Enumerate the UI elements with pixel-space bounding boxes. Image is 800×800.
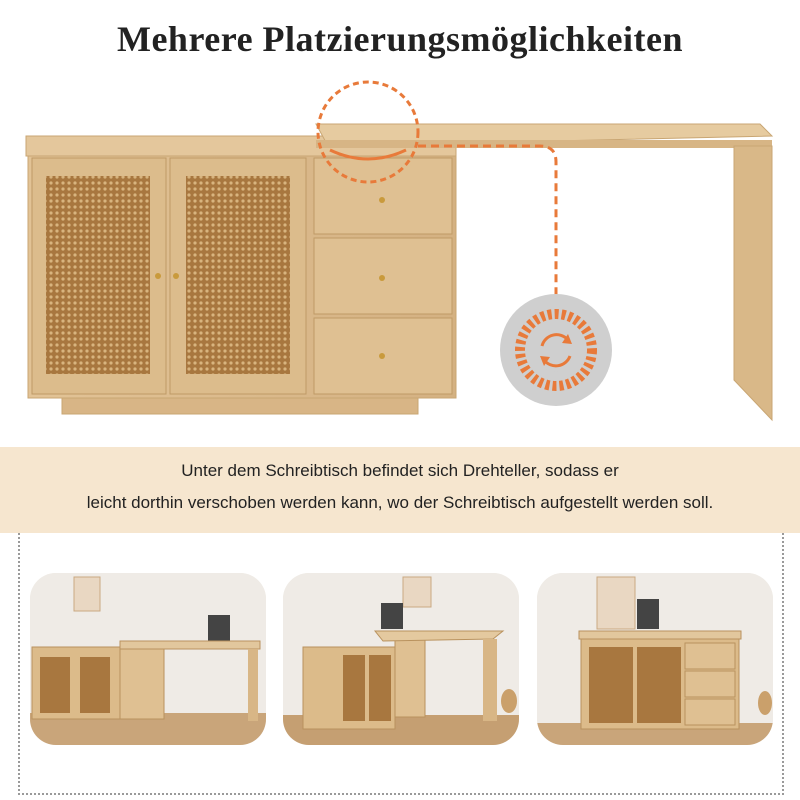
page-title: Mehrere Platzierungsmöglichkeiten [116, 19, 684, 59]
hero-product-image [0, 70, 800, 430]
scene-l-shape [283, 573, 519, 745]
description-band [0, 447, 800, 533]
rattan-panel-right [186, 176, 290, 374]
rattan-panel-left [46, 176, 150, 374]
scene-desk-closed [537, 573, 773, 745]
scene-desk-extended [30, 573, 266, 745]
description-line-2: leicht dorthin verschoben werden kann, wo der Schreibtisch aufgestellt werden soll. [86, 493, 714, 512]
description-line-1: Unter dem Schreibtisch befindet sich Drehteller, sodass er [181, 461, 619, 480]
